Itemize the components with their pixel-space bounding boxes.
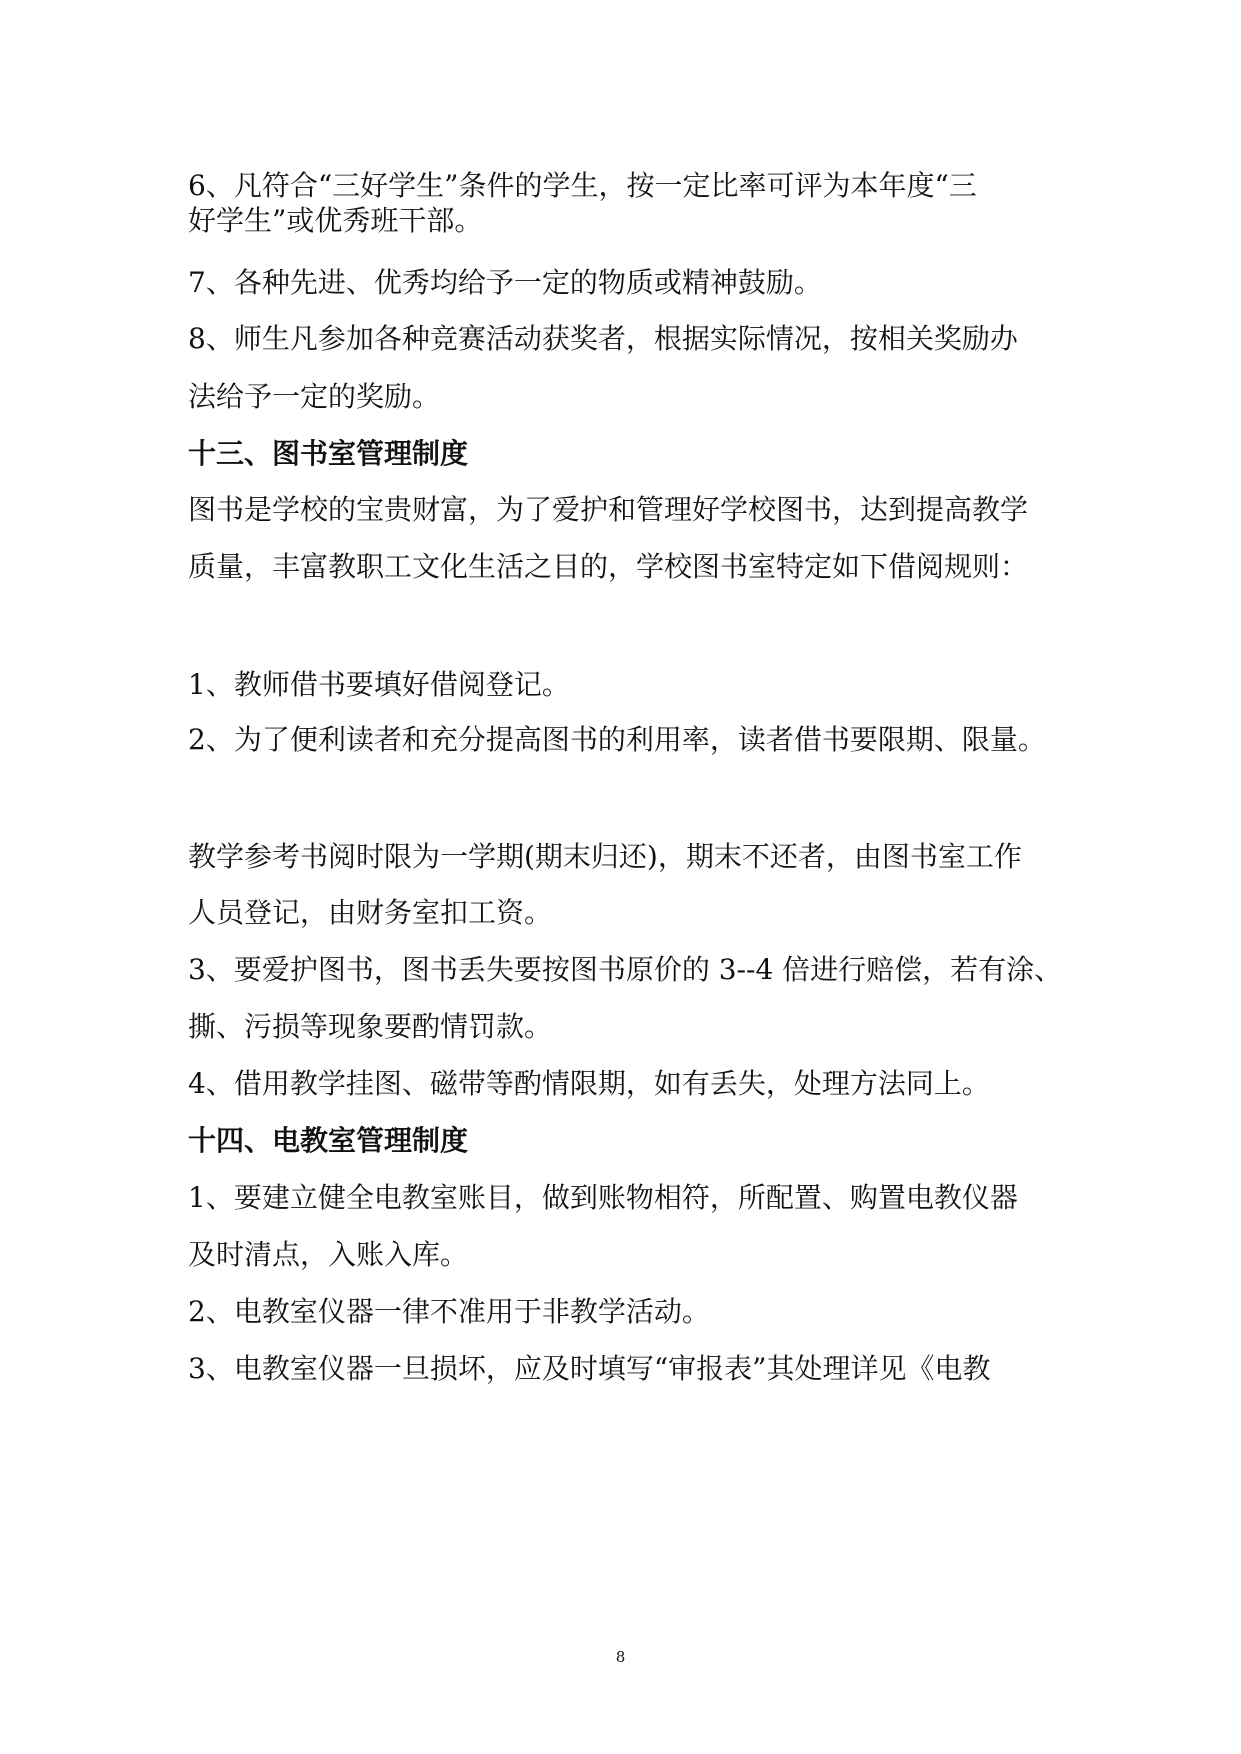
paragraph-line: 3、要爱护图书，图书丢失要按图书原价的 3--4 倍进行赔偿，若有涂、 — [188, 953, 1063, 986]
section-heading: 十三、图书室管理制度 — [188, 437, 469, 470]
paragraph-line: 质量，丰富教职工文化生活之目的，学校图书室特定如下借阅规则： — [188, 550, 1029, 583]
paragraph-line: 法给予一定的奖励。 — [188, 380, 441, 413]
paragraph-line: 及时清点，入账入库。 — [188, 1238, 469, 1271]
paragraph-line: 4、借用教学挂图、磁带等酌情限期，如有丢失，处理方法同上。 — [188, 1067, 990, 1100]
paragraph-line: 3、电教室仪器一旦损坏，应及时填写“审报表”其处理详见《电教 — [188, 1352, 991, 1385]
paragraph-line: 1、教师借书要填好借阅登记。 — [188, 668, 570, 701]
paragraph-line: 教学参考书阅时限为一学期(期末归还)，期末不还者，由图书室工作 — [188, 840, 1022, 873]
paragraph-line: 2、为了便利读者和充分提高图书的利用率，读者借书要限期、限量。 — [188, 723, 1046, 756]
paragraph-line: 2、电教室仪器一律不准用于非教学活动。 — [188, 1295, 710, 1328]
paragraph-line: 人员登记，由财务室扣工资。 — [188, 896, 553, 929]
section-heading: 十四、电教室管理制度 — [188, 1124, 469, 1157]
paragraph-line: 6、凡符合“三好学生”条件的学生，按一定比率可评为本年度“三 — [188, 169, 977, 202]
page-number: 8 — [615, 1648, 626, 1666]
paragraph-line: 好学生”或优秀班干部。 — [188, 204, 483, 237]
paragraph-line: 撕、污损等现象要酌情罚款。 — [188, 1010, 553, 1043]
paragraph-line: 8、师生凡参加各种竞赛活动获奖者，根据实际情况，按相关奖励办 — [188, 322, 1018, 355]
paragraph-line: 7、各种先进、优秀均给予一定的物质或精神鼓励。 — [188, 266, 822, 299]
paragraph-line: 图书是学校的宝贵财富，为了爱护和管理好学校图书，达到提高教学 — [188, 493, 1029, 526]
paragraph-line: 1、要建立健全电教室账目，做到账物相符，所配置、购置电教仪器 — [188, 1181, 1018, 1214]
